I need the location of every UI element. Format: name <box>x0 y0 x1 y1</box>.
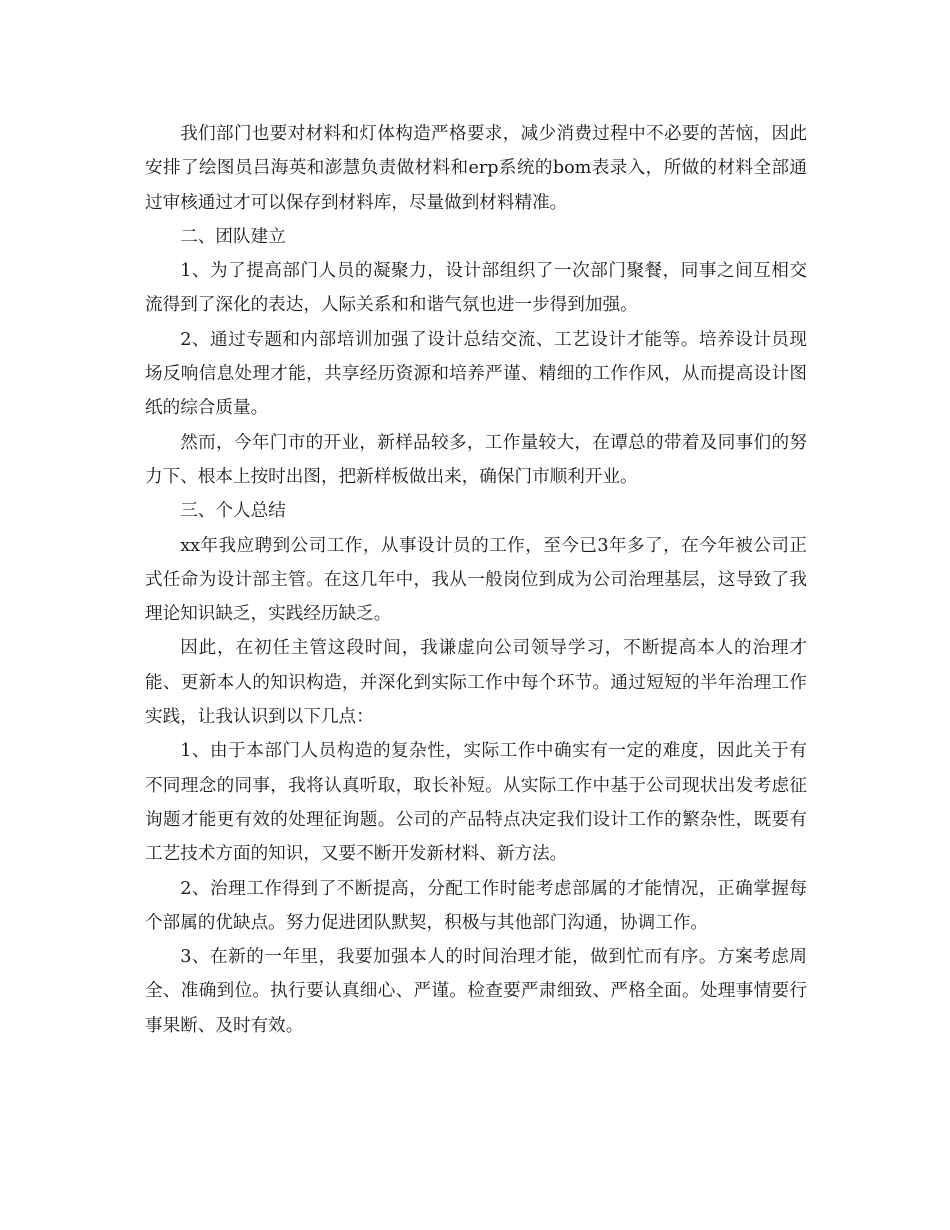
paragraph-materials: 我们部门也要对材料和灯体构造严格要求，减少消费过程中不必要的苦恼，因此安排了绘图员吕海英和澎慧负责做材料和erp系统的bom表录入，所做的材料全部通过审核通过才可以保存到材料库，尽量做到材料精准。 <box>145 124 807 213</box>
paragraph-point-3: 3、在新的一年里，我要加强本人的时间治理才能，做到忙而有序。方案考虑周全、准确到位。执行要认真细心、严谨。检查要严肃细致、严格全面。处理事情要行事果断、及时有效。 <box>145 947 807 1036</box>
paragraph-training: 2、通过专题和内部培训加强了设计总结交流、工艺设计才能等。培养设计员现场反响信息处理才能，共享经历资源和培养严谨、精细的工作作风，从而提高设计图纸的综合质量。 <box>145 329 807 419</box>
paragraph-team-dinner: 1、为了提高部门人员的凝聚力，设计部组织了一次部门聚餐，同事之间互相交流得到了深化的表达，人际关系和和谐气氛也进一步得到加强。 <box>145 261 807 316</box>
heading-team-building: 二、团队建立 <box>180 226 286 247</box>
paragraph-learning: 因此，在初任主管这段时间，我谦虚向公司领导学习，不断提高本人的治理才能、更新本人的知识构造，并深化到实际工作中每个环节。通过短短的半年治理工作实践，让我认识到以下几点： <box>145 638 807 728</box>
document-body <box>145 117 807 1043</box>
heading-personal-summary: 三、个人总结 <box>180 501 286 522</box>
paragraph-career: xx年我应聘到公司工作，从事设计员的工作，至今已3年多了，在今年被公司正式任命为设计部主管。在这几年中，我从一般岗位到成为公司治理基层，这导致了我理论知识缺乏，实践经历缺乏。 <box>145 535 807 625</box>
paragraph-store-opening: 然而，今年门市的开业，新样品较多，工作量较大，在谭总的带着及同事们的努力下、根本上按时出图，把新样板做出来，确保门市顺利开业。 <box>145 432 807 487</box>
paragraph-point-1: 1、由于本部门人员构造的复杂性，实际工作中确实有一定的难度，因此关于有不同理念的同事，我将认真听取，取长补短。从实际工作中基于公司现状出发考虑征询题才能更有效的处理征询题。公司的产品特点决定我们设计工作的繁杂性，既要有工艺技术方面的知识，又要不断开发新材料、新方法。 <box>145 741 807 865</box>
paragraph-point-2: 2、治理工作得到了不断提高，分配工作时能考虑部属的才能情况，正确掌握每个部属的优缺点。努力促进团队默契，积极与其他部门沟通，协调工作。 <box>145 878 807 933</box>
